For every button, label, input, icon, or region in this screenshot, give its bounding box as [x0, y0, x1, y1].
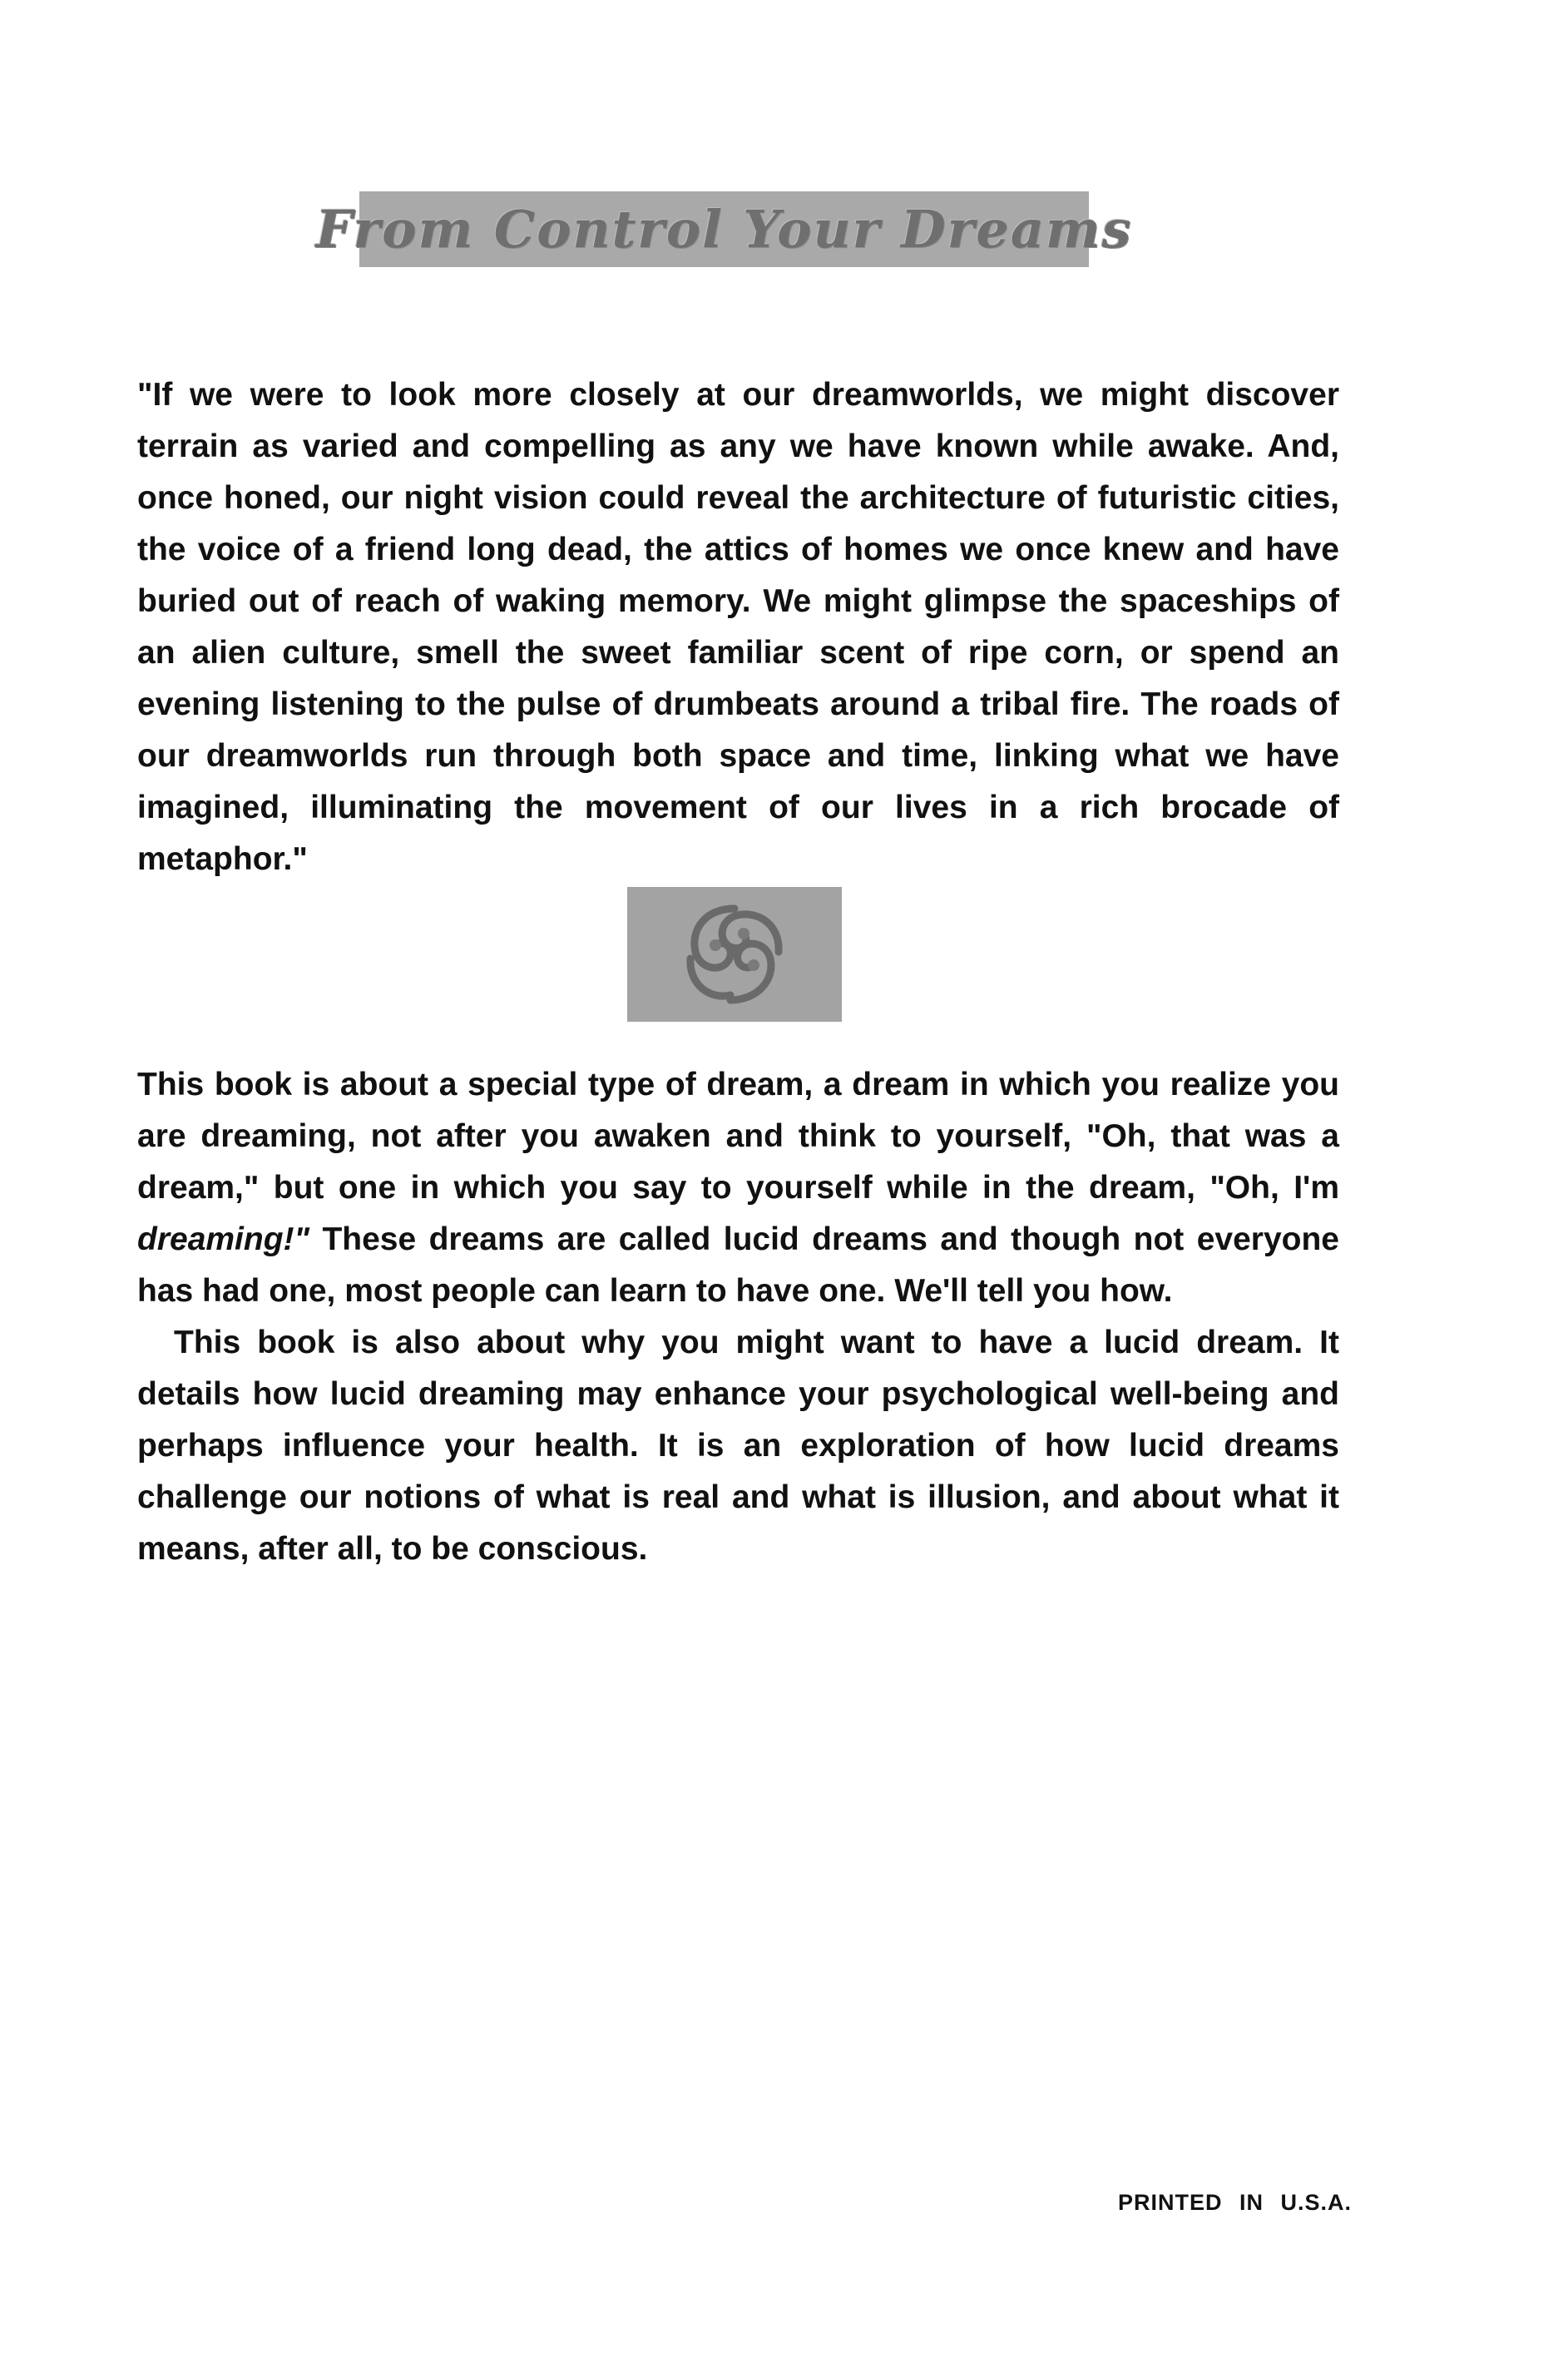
intro-text-emphasis: dreaming!": [137, 1221, 310, 1257]
ornament-image: [627, 887, 842, 1022]
printed-in-label: PRINTED IN U.S.A.: [1117, 2190, 1352, 2215]
second-paragraph: This book is also about why you might want to have a lucid dream. It details how lucid dreaming may enhance your psychological well-being and perhaps influence your health. It is an exploration of how lucid dreams challenge our notions of what is real and what is illusion, and about what it means, after all, to be conscious.: [137, 1325, 1339, 1567]
intro-paragraph: [137, 1059, 1339, 1317]
dreamworlds-quote: "If we were to look more closely at our dreamworlds, we might discover terrain as varied and compelling as any we have known while awake. And, once honed, our night vision could reveal the architecture of futuristic cities, the voice of a friend long dead, the attics of homes we once knew and have buried out of reach of waking memory. We might glimpse the spaceships of an alien culture, smell the sweet familiar scent of ripe corn, or spend an evening listening to the pulse of drumbeats around a tribal fire. The roads of our dreamworlds run through both space and time, linking what we have imagined, illuminating the movement of our lives in a rich brocade of metaphor.": [137, 377, 1339, 877]
banner-title: From Control Your Dreams: [315, 199, 1133, 260]
swirl-ornament-icon: [672, 892, 797, 1017]
intro-text-end: These dreams are called lucid dreams and though not everyone has had one, most people can learn to have one. We'll tell you how.: [137, 1221, 1339, 1309]
title-banner: [315, 191, 1133, 267]
intro-text-start: This book is about a special type of dream, a dream in which you realize you are dreaming, not after you awaken and think to yourself, "Oh, that was a dream," but one in which you say to yourself while in the dream, "Oh, I'm: [137, 1067, 1339, 1206]
